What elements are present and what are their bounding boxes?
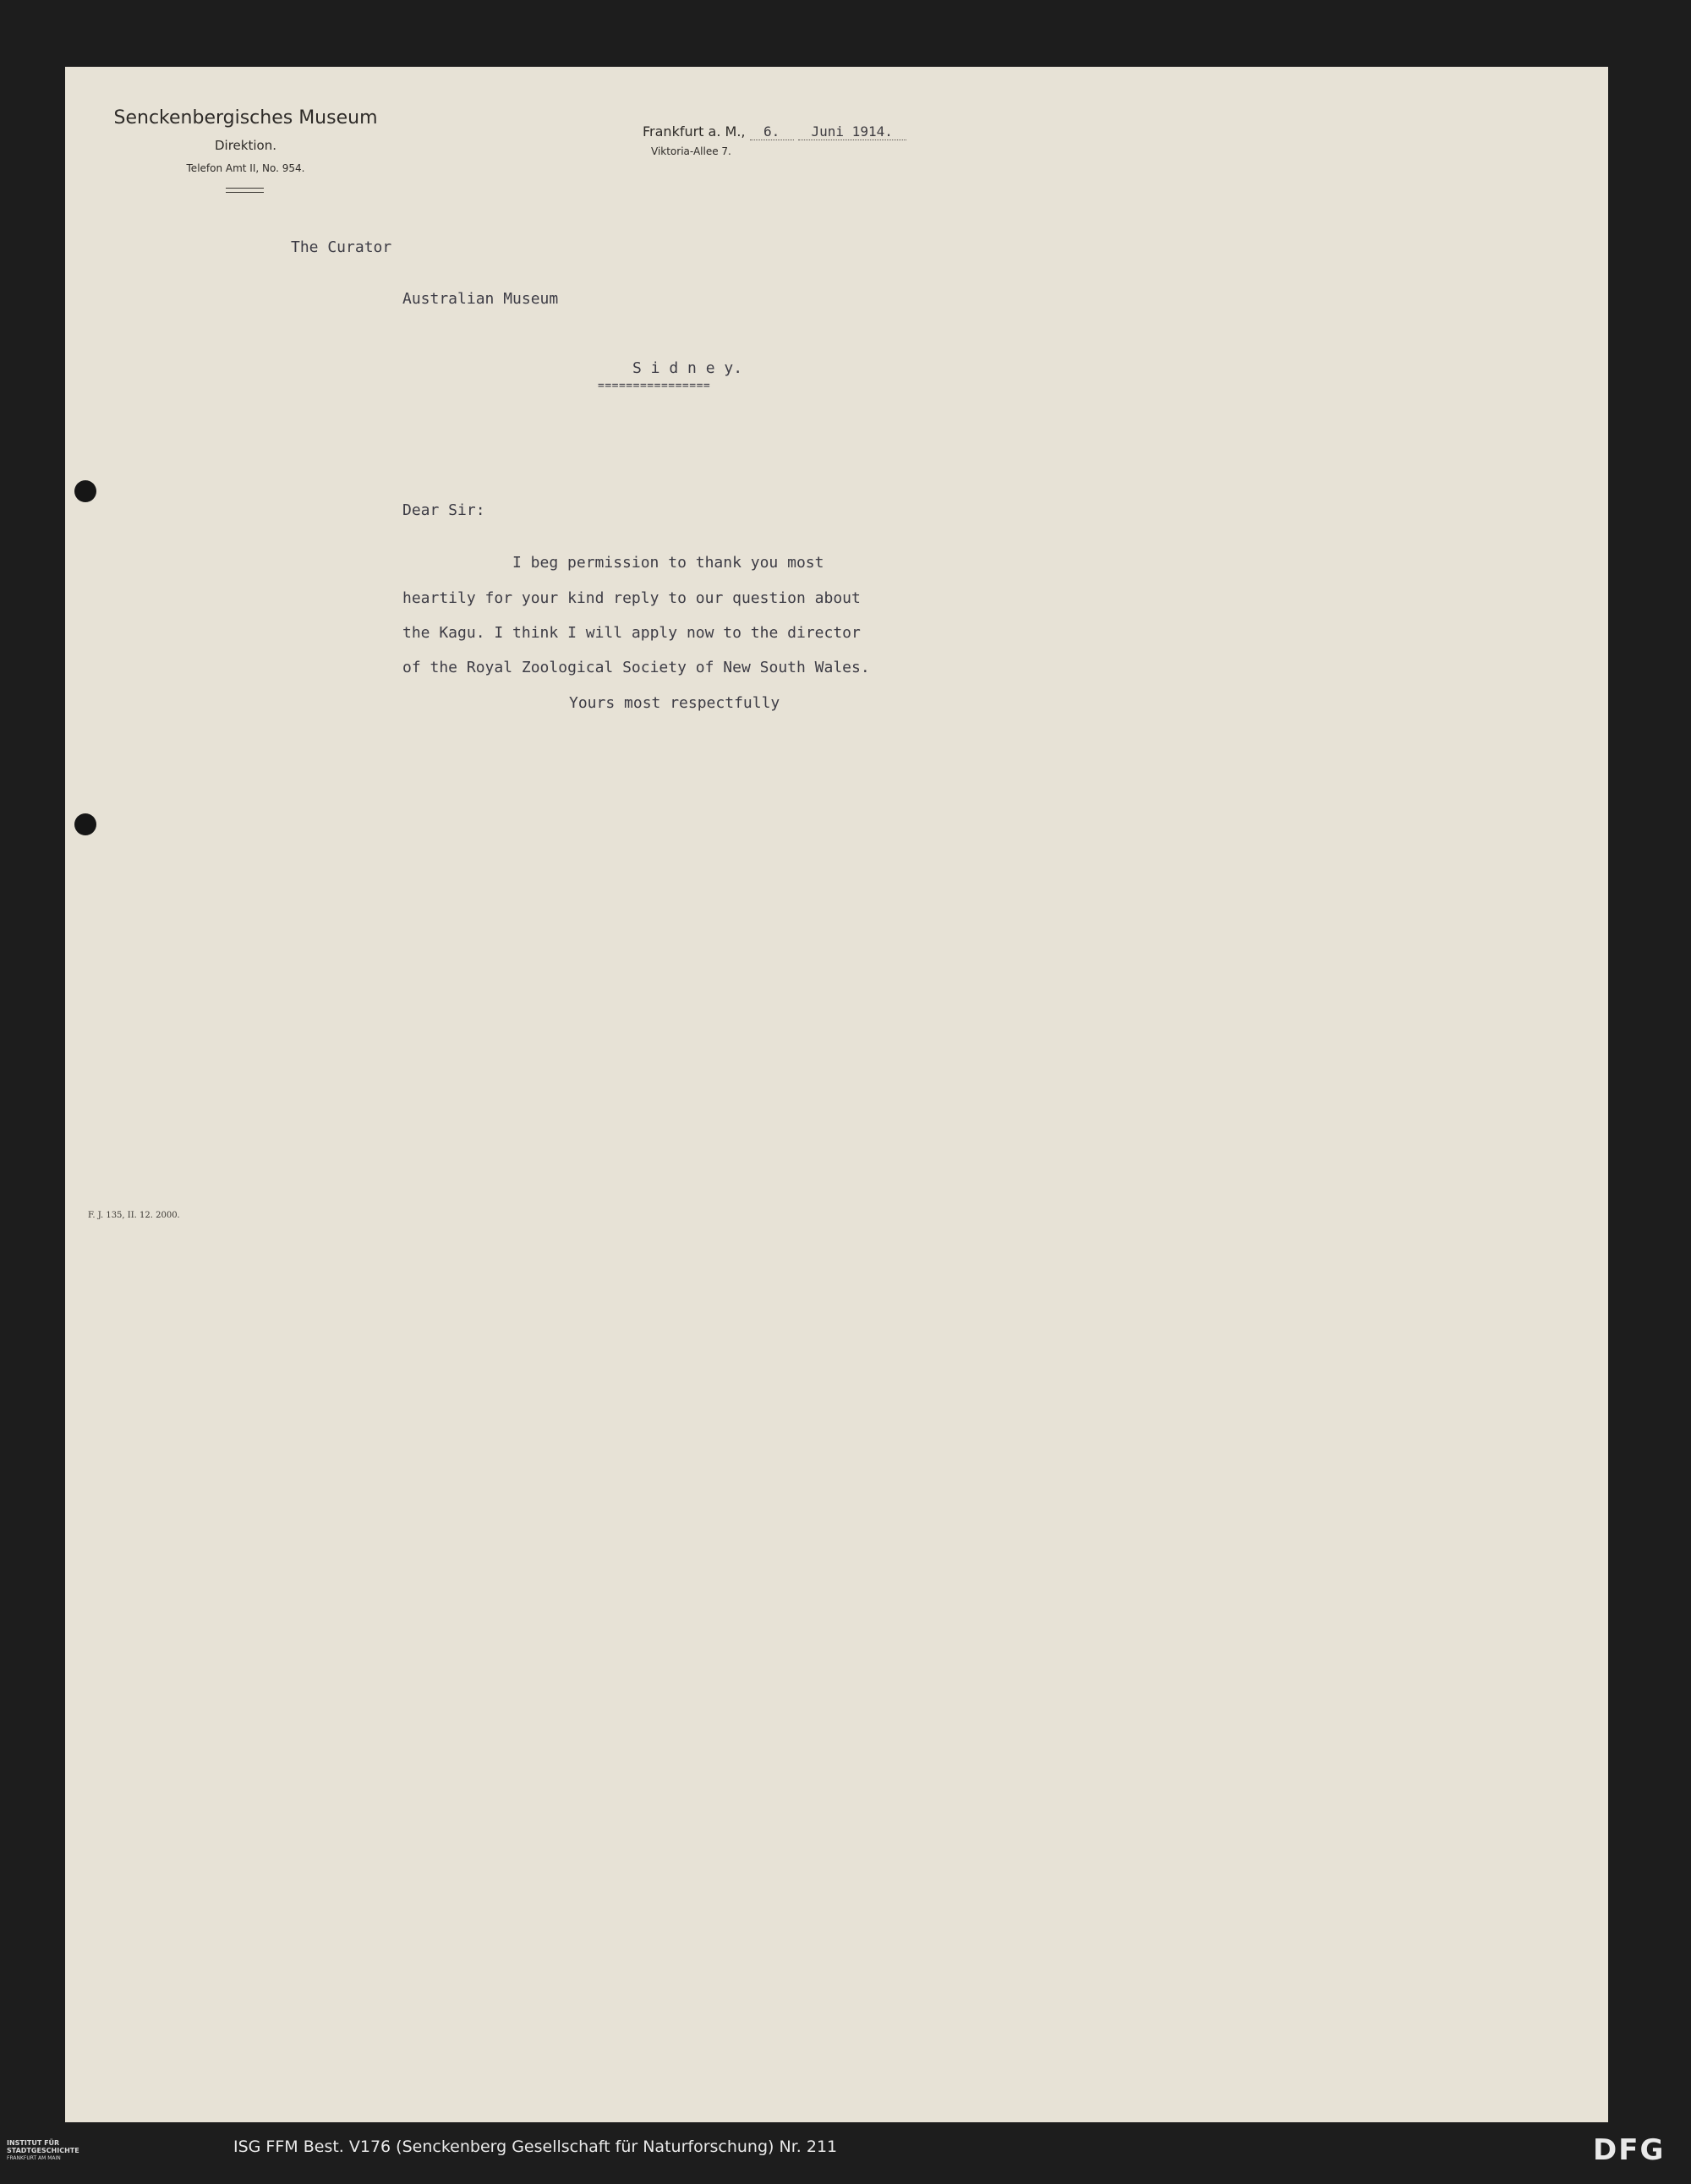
institution-label xyxy=(7,2139,108,2162)
body-line-1: I beg permission to thank you most xyxy=(512,554,824,572)
letterhead-divider xyxy=(226,188,264,193)
salutation: Dear Sir: xyxy=(402,501,485,519)
letterhead-title: Senckenbergisches Museum xyxy=(113,107,378,129)
date-month-year: Juni 1914. xyxy=(798,123,906,140)
punch-hole-top xyxy=(74,480,96,502)
recipient-line-2: Australian Museum xyxy=(402,290,559,308)
letterhead-place: Frankfurt a. M., xyxy=(643,123,746,140)
letterhead-address: Viktoria-Allee 7. xyxy=(651,145,731,157)
institution-line-2: STADTGESCHICHTE xyxy=(7,2147,79,2154)
recipient-line-1: The Curator xyxy=(291,238,392,256)
recipient-city-underline: ================ xyxy=(598,380,711,392)
print-code: F. J. 135, II. 12. 2000. xyxy=(88,1211,180,1220)
body-line-2: heartily for your kind reply to our question about xyxy=(402,589,861,607)
dfg-logo: DFG xyxy=(1593,2133,1666,2167)
institution-line-3: FRANKFURT AM MAIN xyxy=(7,2155,61,2161)
letterhead-telephone: Telefon Amt II, No. 954. xyxy=(186,162,305,174)
letter-page xyxy=(65,67,1608,2122)
institution-line-1: INSTITUT FÜR xyxy=(7,2139,60,2147)
archive-caption: ISG FFM Best. V176 (Senckenberg Gesellschaft für Naturforschung) Nr. 211 xyxy=(233,2137,838,2156)
letterhead-department: Direktion. xyxy=(215,138,276,153)
closing: Yours most respectfully xyxy=(569,694,780,712)
body-line-3: the Kagu. I think I will apply now to the director xyxy=(402,624,861,642)
body-line-4: of the Royal Zoological Society of New South Wales. xyxy=(402,659,870,676)
recipient-city: S i d n e y. xyxy=(632,359,743,377)
punch-hole-bottom xyxy=(74,813,96,835)
date-day: 6. xyxy=(750,123,794,140)
letterhead-place-date xyxy=(643,123,906,140)
